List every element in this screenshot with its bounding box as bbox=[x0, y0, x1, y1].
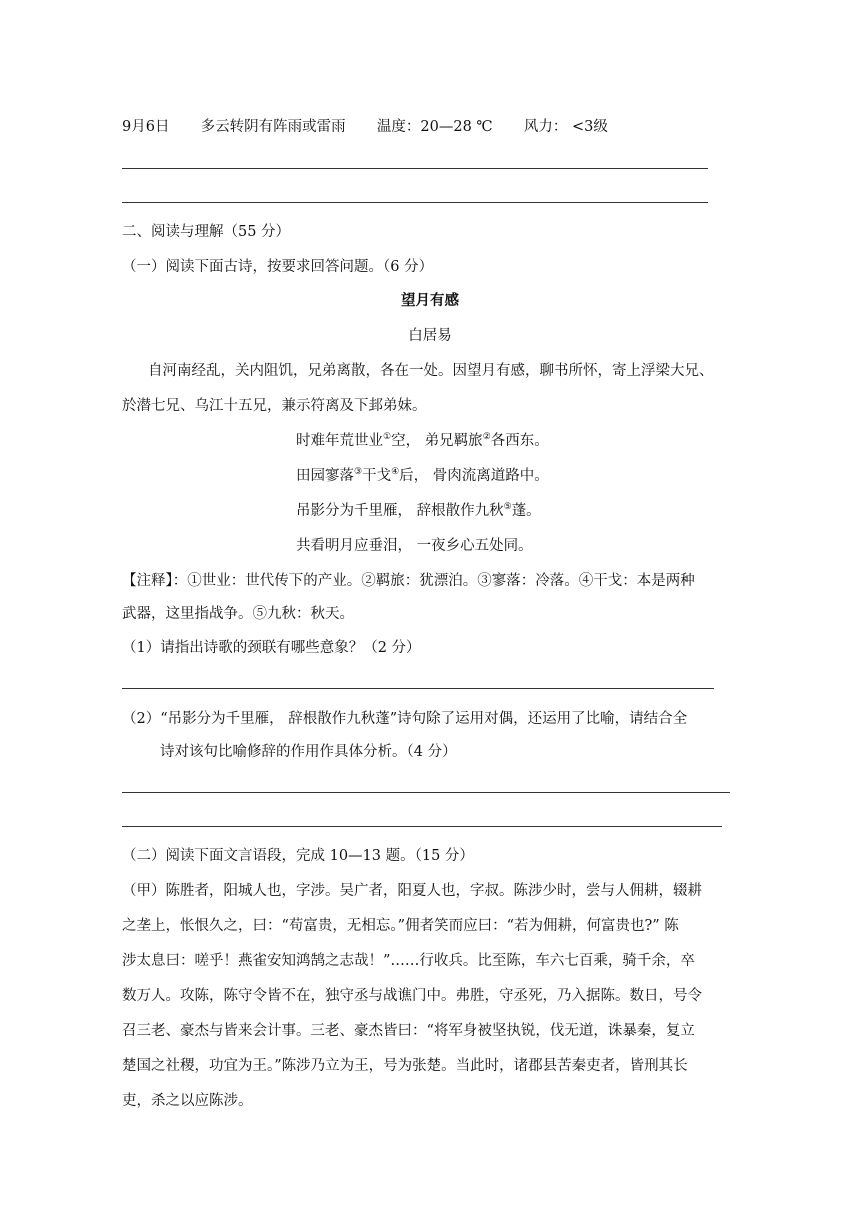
poem-title: 望月有感 bbox=[401, 292, 459, 309]
poem-line bbox=[296, 466, 549, 486]
part1-instruction: （一）阅读下面古诗，按要求回答问题。（6 分） bbox=[122, 259, 434, 275]
weather-date: 9月6日 bbox=[122, 119, 170, 135]
poem-text: 各西东。 bbox=[490, 433, 549, 449]
answer-line bbox=[122, 202, 708, 203]
question-2: （2）“吊影分为千里雁， 辞根散作九秋蓬”诗句除了运用对偶，还运用了比喻，请结合全 bbox=[122, 711, 688, 727]
poem-text: 田园寥落 bbox=[296, 468, 354, 484]
passage-line: 涉太息曰：嗟乎！燕雀安知鸿鹄之志哉！”……行收兵。比至陈，车六七百乘，骑千余，卒 bbox=[122, 953, 695, 969]
question-1: （1）请指出诗歌的颈联有哪些意象？（2 分） bbox=[122, 640, 421, 656]
passage-line: 吏，杀之以应陈涉。 bbox=[122, 1093, 253, 1109]
weather-line bbox=[122, 117, 608, 137]
poem-notes: 【注释】：①世业：世代传下的产业。②羁旅：犹漂泊。③寥落：冷落。④干戈：本是两种 bbox=[122, 573, 695, 589]
answer-line bbox=[122, 168, 708, 169]
weather-condition: 多云转阴有阵雨或雷雨 bbox=[200, 119, 346, 135]
poem-text: 空， 弟兄羁旅 bbox=[391, 433, 483, 449]
answer-line bbox=[122, 792, 730, 793]
passage-line: （甲）陈胜者，阳城人也，字涉。吴广者，阳夏人也，字叔。陈涉少时，尝与人佣耕，辍耕 bbox=[122, 883, 702, 899]
passage-line: 楚国之社稷，功宜为王。”陈涉乃立为王，号为张楚。当此时，诸郡县苦秦吏者，皆刑其长 bbox=[122, 1058, 688, 1074]
passage-line: 召三老、豪杰与皆来会计事。三老、豪杰皆曰：“将军身被坚执锐，伐无道，诛暴秦，复立 bbox=[122, 1023, 695, 1039]
poem-author: 白居易 bbox=[408, 328, 452, 344]
answer-line bbox=[122, 826, 722, 827]
note-marker: ④ bbox=[391, 467, 400, 478]
answer-line bbox=[122, 688, 714, 689]
weather-wind: 风力： <3级 bbox=[523, 119, 608, 135]
note-marker: ① bbox=[383, 432, 392, 443]
weather-temperature: 温度：20—28 ℃ bbox=[376, 119, 493, 135]
section-heading: 二、阅读与理解（55 分） bbox=[122, 224, 291, 240]
note-marker: ③ bbox=[354, 467, 363, 478]
poem-notes: 武器，这里指战争。⑤九秋：秋天。 bbox=[122, 606, 354, 622]
poem-text: 时难年荒世业 bbox=[296, 433, 383, 449]
poem-line: 共看明月应垂泪， 一夜乡心五处同。 bbox=[296, 538, 533, 554]
note-marker: ② bbox=[482, 432, 491, 443]
poem-text: 蓬。 bbox=[511, 503, 541, 519]
poem-line bbox=[296, 431, 549, 451]
passage-line: 数万人。攻陈，陈守令皆不在，独守丞与战谯门中。弗胜，守丞死，乃入据陈。数日，号令 bbox=[122, 988, 702, 1004]
note-marker: ⑤ bbox=[503, 502, 512, 513]
poem-text: 吊影分为千里雁， 辞根散作九秋 bbox=[296, 503, 504, 519]
poem-text: 干戈 bbox=[362, 468, 392, 484]
poem-preface: 自河南经乱，关内阻饥，兄弟离散，各在一处。因望月有感，聊书所怀，寄上浮梁大兄、 bbox=[148, 363, 714, 379]
part2-instruction: （二）阅读下面文言语段，完成 10—13 题。（15 分） bbox=[122, 848, 474, 864]
poem-preface: 於潜七兄、乌江十五兄，兼示符离及下邽弟妹。 bbox=[122, 398, 427, 414]
poem-line bbox=[296, 501, 541, 521]
passage-line: 之垄上，怅恨久之，曰：“苟富贵，无相忘。”佣者笑而应曰：“若为佣耕，何富贵也?” 陈 bbox=[122, 918, 679, 934]
poem-text: 后， 骨肉流离道路中。 bbox=[399, 468, 549, 484]
question-2: 诗对该句比喻修辞的作用作具体分析。（4 分） bbox=[160, 744, 457, 760]
